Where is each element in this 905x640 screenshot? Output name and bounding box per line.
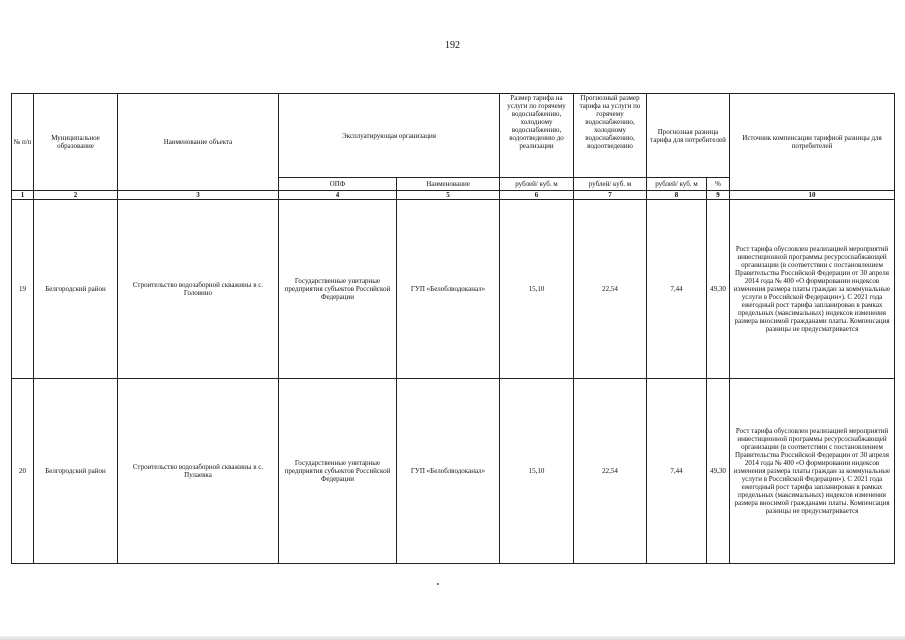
row-num: 20 [12, 379, 34, 564]
row-municipality: Белгородский район [34, 200, 118, 379]
header-unit-7: рублей/ куб. м [574, 178, 647, 191]
row-opf: Государственные унитарные предприятия субъектов Российской Федерации [279, 379, 397, 564]
column-number: 2 [34, 191, 118, 200]
column-number: 7 [574, 191, 647, 200]
header-num: № п/п [12, 94, 34, 191]
row-num: 19 [12, 200, 34, 379]
header-tariff: Размер тарифа на услуги по горячему водоснабжению, холодному водоснабжению, водоотведению до реализации [500, 94, 574, 178]
column-number-row [12, 191, 895, 200]
row-diff-pct: 49,30 [707, 200, 730, 379]
header-object: Наименование объекта [118, 94, 279, 191]
column-number: 5 [397, 191, 500, 200]
header-source: Источник компенсации тарифной разницы для потребителей [730, 94, 895, 191]
row-opf: Государственные унитарные предприятия субъектов Российской Федерации [279, 200, 397, 379]
column-number: 6 [500, 191, 574, 200]
header-diff: Прогнозная разница тарифа для потребителей [647, 94, 730, 178]
scan-speck [437, 583, 439, 585]
column-number: 9 [707, 191, 730, 200]
row-diff-rub: 7,44 [647, 379, 707, 564]
row-forecast-tariff: 22,54 [574, 379, 647, 564]
row-municipality: Белгородский район [34, 379, 118, 564]
row-source: Рост тарифа обусловлен реализацией мероприятий инвестиционной программы ресурсоснабжающей организации (в соответствии с постановлением Правительства Российской Федерации от 30 апреля 2014 года № 400 «О формировании индексов изменения размера платы граждан за коммунальные услуги в Российской Федерации»). С 2021 года ежегодный рост тарифа запланирован в рамках предельных (максимальных) индексов изменения размера вносимой гражданами платы. Компенсация разницы не предусматривается [730, 379, 895, 564]
table-row [12, 379, 895, 564]
scan-edge [0, 636, 905, 640]
row-object: Строительство водозаборной скважины в с. Пулаевка [118, 379, 279, 564]
row-object: Строительство водозаборной скважины в с. Головино [118, 200, 279, 379]
row-tariff: 15,10 [500, 379, 574, 564]
column-number: 3 [118, 191, 279, 200]
row-operator-name: ГУП «Белоблводоканал» [397, 200, 500, 379]
header-unit-8: рублей/ куб. м [647, 178, 707, 191]
header-unit-9: % [707, 178, 730, 191]
column-number: 10 [730, 191, 895, 200]
row-diff-pct: 49,30 [707, 379, 730, 564]
header-name: Наименование [397, 178, 500, 191]
column-number: 4 [279, 191, 397, 200]
table-row [12, 200, 895, 379]
header-opf: ОПФ [279, 178, 397, 191]
header-unit-6: рублей/ куб. м [500, 178, 574, 191]
tariff-table [11, 93, 895, 564]
header-row [12, 94, 895, 178]
row-operator-name: ГУП «Белоблводоканал» [397, 379, 500, 564]
column-number: 1 [12, 191, 34, 200]
row-forecast-tariff: 22,54 [574, 200, 647, 379]
column-number: 8 [647, 191, 707, 200]
row-source: Рост тарифа обусловлен реализацией мероприятий инвестиционной программы ресурсоснабжающей организации (в соответствии с постановлением Правительства Российской Федерации от 30 апреля 2014 года № 400 «О формировании индексов изменения размера платы граждан за коммунальные услуги в Российской Федерации»). С 2021 года ежегодный рост тарифа запланирован в рамках предельных (максимальных) индексов изменения размера вносимой гражданами платы. Компенсация разницы не предусматривается [730, 200, 895, 379]
header-municipality: Муниципальное образование [34, 94, 118, 191]
page-number: 192 [445, 40, 460, 51]
row-diff-rub: 7,44 [647, 200, 707, 379]
header-forecast-tariff: Прогнозный размер тарифа на услуги по горячему водоснабжению, холодному водоснабжению, водоотведению [574, 94, 647, 178]
header-operator: Эксплуатирующая организация [279, 94, 500, 178]
row-tariff: 15,10 [500, 200, 574, 379]
